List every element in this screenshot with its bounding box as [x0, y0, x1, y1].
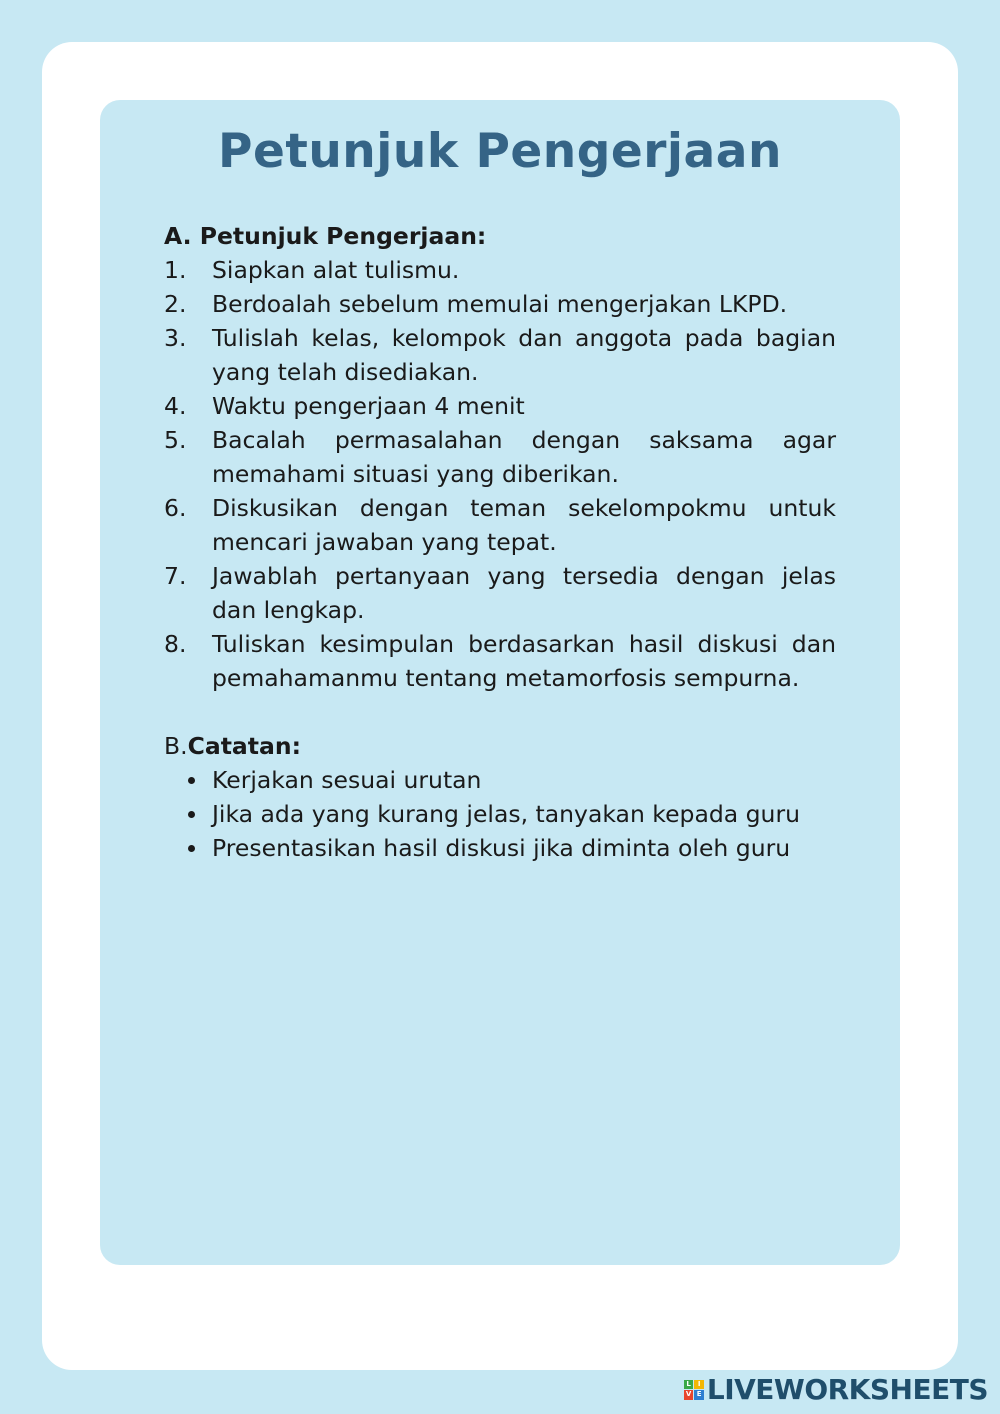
list-item [164, 253, 836, 287]
list-item [164, 321, 836, 389]
bullet-icon [188, 845, 195, 852]
list-item [164, 559, 836, 627]
logo-cell: L [684, 1380, 694, 1390]
logo-cell: V [684, 1390, 694, 1400]
logo-cell: I [694, 1380, 704, 1390]
bullet-icon [188, 811, 195, 818]
item-text: Bacalah permasalahan dengan saksama agar memahami situasi yang diberikan. [212, 426, 836, 488]
item-text: Tuliskan kesimpulan berdasarkan hasil diskusi dan pemahamanmu tentang metamorfosis sempurna. [212, 630, 836, 692]
list-item [164, 287, 836, 321]
item-text: Waktu pengerjaan 4 menit [212, 392, 525, 420]
item-text: Berdoalah sebelum memulai mengerjakan LKPD. [212, 290, 788, 318]
item-text: Presentasikan hasil diskusi jika diminta oleh guru [212, 834, 791, 862]
item-number: 5. [164, 426, 187, 454]
section-b-heading [164, 729, 836, 763]
item-number: 4. [164, 392, 187, 420]
page-title: Petunjuk Pengerjaan [218, 124, 782, 179]
section-a-heading: A. Petunjuk Pengerjaan: [164, 222, 487, 250]
notes-list [164, 763, 836, 865]
item-text: Jawablah pertanyaan yang tersedia dengan jelas dan lengkap. [212, 562, 836, 624]
item-number: 6. [164, 494, 187, 522]
list-item [164, 491, 836, 559]
section-spacer [164, 695, 836, 729]
list-item [164, 423, 836, 491]
item-number: 2. [164, 290, 187, 318]
list-item [164, 763, 836, 797]
instructions-content [164, 219, 836, 865]
section-b-letter: B. [164, 732, 188, 760]
item-text: Kerjakan sesuai urutan [212, 766, 482, 794]
list-item [164, 797, 836, 831]
item-text: Jika ada yang kurang jelas, tanyakan kepada guru [212, 800, 801, 828]
bullet-icon [188, 777, 195, 784]
item-number: 3. [164, 324, 187, 352]
item-text: Siapkan alat tulismu. [212, 256, 460, 284]
list-item [164, 831, 836, 865]
item-text: Diskusikan dengan teman sekelompokmu untuk mencari jawaban yang tepat. [212, 494, 836, 556]
liveworksheets-brand[interactable] [684, 1373, 988, 1406]
item-number: 7. [164, 562, 187, 590]
liveworksheets-logo-icon [684, 1380, 704, 1400]
item-text: Tulislah kelas, kelompok dan anggota pada bagian yang telah disediakan. [212, 324, 836, 386]
logo-cell: E [694, 1390, 704, 1400]
item-number: 8. [164, 630, 187, 658]
steps-list [164, 253, 836, 695]
list-item [164, 389, 836, 423]
brand-name: LIVEWORKSHEETS [706, 1373, 988, 1406]
list-item [164, 627, 836, 695]
item-number: 1. [164, 256, 187, 284]
section-b-title: Catatan: [187, 732, 302, 760]
